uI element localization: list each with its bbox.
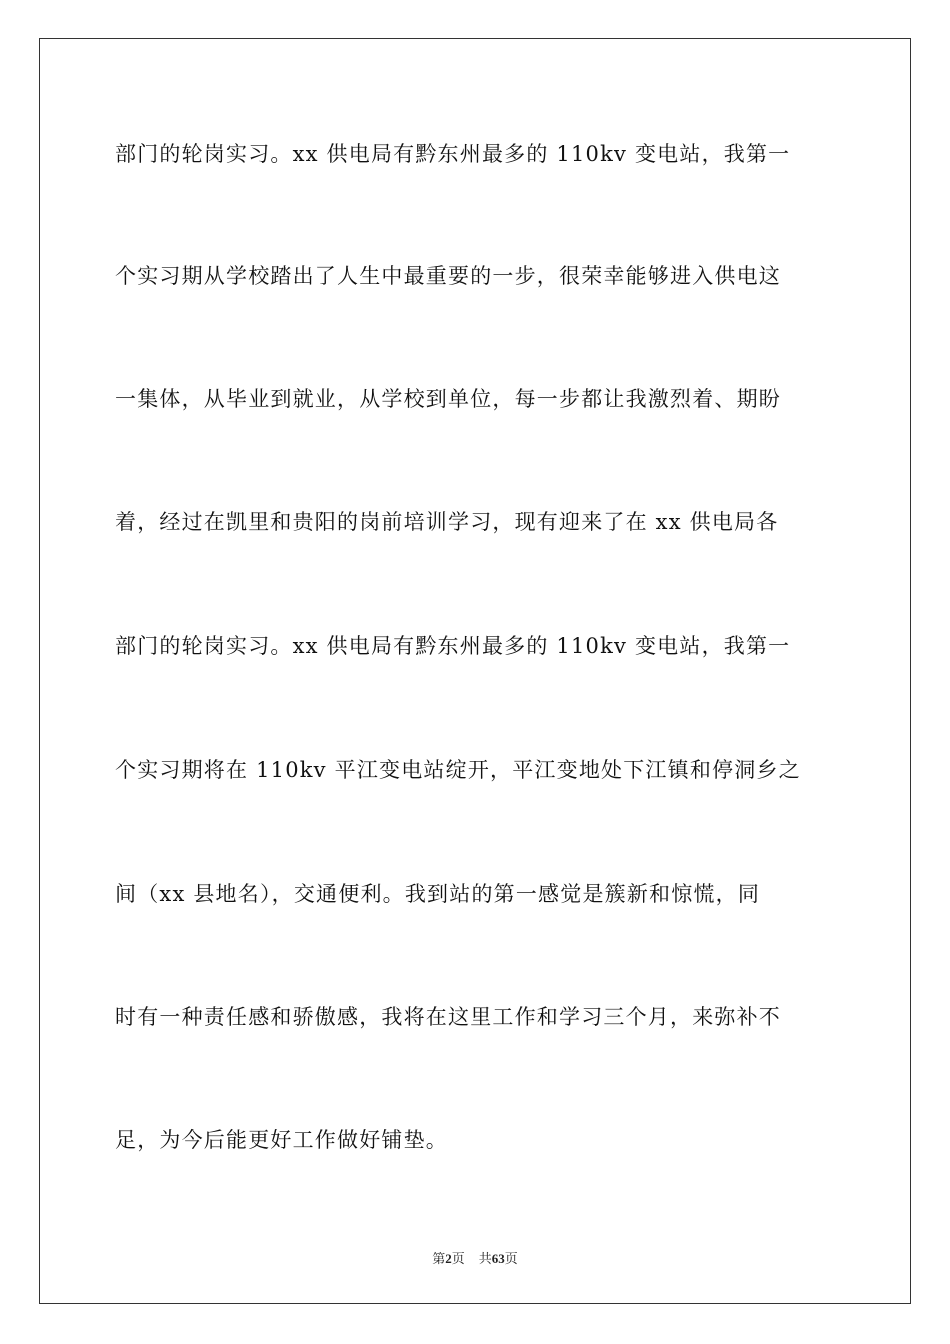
total-suffix: 页 (504, 1251, 518, 1266)
page-footer (0, 1248, 950, 1267)
total-prefix: 共 (478, 1251, 492, 1266)
body-text-line: 部门的轮岗实习。xx 供电局有黔东州最多的 110kv 变电站，我第一 (115, 634, 791, 658)
body-text-line: 个实习期将在 110kv 平江变电站绽开，平江变地处下江镇和停洞乡之 (115, 758, 801, 782)
page-number: 2 (445, 1251, 452, 1266)
page-prefix: 第 (432, 1251, 446, 1266)
page-suffix: 页 (451, 1251, 465, 1266)
body-text-line: 着，经过在凯里和贵阳的岗前培训学习，现有迎来了在 xx 供电局各 (115, 510, 779, 534)
body-text-line: 时有一种责任感和骄傲感，我将在这里工作和学习三个月，来弥补不 (115, 1005, 781, 1029)
body-text-line: 足，为今后能更好工作做好铺垫。 (115, 1128, 448, 1152)
body-text-line: 部门的轮岗实习。xx 供电局有黔东州最多的 110kv 变电站，我第一 (115, 142, 791, 166)
body-text-line: 个实习期从学校踏出了人生中最重要的一步，很荣幸能够进入供电这 (115, 264, 781, 288)
total-pages: 63 (491, 1251, 505, 1266)
body-text-line: 一集体，从毕业到就业，从学校到单位，每一步都让我激烈着、期盼 (115, 387, 781, 411)
page-border (39, 38, 911, 1304)
body-text-line: 间（xx 县地名），交通便利。我到站的第一感觉是簇新和惊慌，同 (115, 882, 761, 906)
